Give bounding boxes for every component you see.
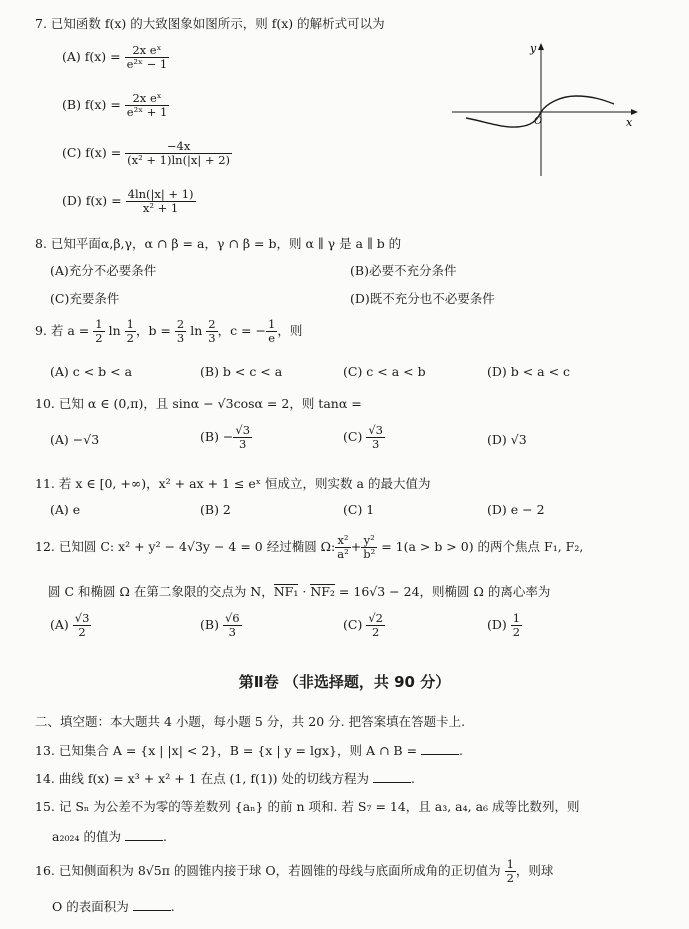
q7-d-numerator: 4ln(|x| + 1) xyxy=(127,187,194,201)
question-12-line-2: 圆 C 和椭圆 Ω 在第二象限的交点为 N，NF₁ · NF₂ = 16√3 − 24，则椭圆 Ω 的离心率为 xyxy=(48,584,551,599)
q9-option-b: (B) b < c < a xyxy=(200,364,283,379)
q7-c-numerator: −4x xyxy=(125,140,232,154)
answer-blank-16[interactable] xyxy=(133,898,171,911)
question-12-stem: 12. 已知圆 C: x² + y² − 4√3y − 4 = 0 经过椭圆 Ω: $\frac{\text{x²}}{\text{a²}}$ + $\frac{\text{y²}}{\text{b²}}$ = 1(a > b > 0) 的两个焦点 F₁, F₂, xyxy=(35,533,584,562)
q10-option-b: (B) − $\frac{√3}{3}$ xyxy=(200,423,251,452)
function-graph xyxy=(448,40,643,180)
question-15-line-2: a₂₀₂₄ 的值为 . xyxy=(52,829,167,844)
q7-option-d: (D) f(x) = $\frac{4\ln(|x| + 1)}{\text{x² + 1}}$ xyxy=(62,187,194,216)
question-16: 16. 已知侧面积为 8√5π 的圆锥内接于球 O，若圆锥的母线与底面所成角的正切值为 $\frac{1}{2}$ ，则球 xyxy=(35,857,554,886)
q7-b-denominator: e²ˣ + 1 xyxy=(126,105,168,120)
q7-c-denominator: (x² + 1)ln(|x| + 2) xyxy=(127,153,231,168)
fill-section-heading: 二、填空题：本大题共 4 小题，每小题 5 分，共 20 分. 把答案填在答题卡上. xyxy=(35,714,466,729)
y-axis-arrow-icon xyxy=(538,43,544,50)
question-16-line-2: O 的表面积为 . xyxy=(52,899,175,914)
q12-option-d: (D) $\frac{1}{2}$ xyxy=(487,611,521,640)
q10-option-a: (A) −√3 xyxy=(50,432,100,447)
q10-option-d: (D) √3 xyxy=(487,432,527,447)
x-axis-label: x xyxy=(626,116,633,129)
question-7-stem: 7. 已知函数 f(x) 的大致图象如图所示，则 f(x) 的解析式可以为 xyxy=(35,16,385,31)
section-title: 第Ⅱ卷 （非选择题，共 90 分） xyxy=(238,673,451,691)
q7-b-numerator: 2x eˣ xyxy=(125,92,170,106)
question-11-stem: 11. 若 x ∈ [0, +∞)，x² + ax + 1 ≤ eˣ 恒成立，则实数 a 的最大值为 xyxy=(35,476,431,491)
q8-option-a: (A)充分不必要条件 xyxy=(50,263,157,278)
q9-option-d: (D) b < a < c xyxy=(487,364,571,379)
q7-option-c: (C) f(x) = $\frac{-4x}{\text{(x² + 1)ln(|x| + 2)}}$ xyxy=(62,139,231,168)
q7-option-a: (A) f(x) = $\frac{\text{2x eˣ}}{\text{e²ˣ − 1}}$ xyxy=(62,43,168,72)
q11-option-d: (D) e − 2 xyxy=(487,502,545,517)
q7-a-denominator: e²ˣ − 1 xyxy=(126,57,168,72)
origin-label: O xyxy=(534,116,543,127)
q12-option-c: (C) $\frac{√2}{2}$ xyxy=(343,611,383,640)
q12-option-a: (A) $\frac{√3}{2}$ xyxy=(50,611,90,640)
q8-option-c: (C)充要条件 xyxy=(50,291,120,306)
x-axis-arrow-icon xyxy=(631,109,638,115)
q7-option-b: (B) f(x) = $\frac{\text{2x eˣ}}{\text{e²ˣ + 1}}$ xyxy=(62,91,168,120)
question-9-stem: 9. 若 a = $\frac{1}{2}$ ln $\frac{1}{2}$ ，b = $\frac{2}{3}$ ln $\frac{2}{3}$ ，c = − $\frac{1}{e}$ ，则 xyxy=(35,317,303,346)
q11-option-c: (C) 1 xyxy=(343,502,375,517)
question-8-stem: 8. 已知平面α,β,γ，α ∩ β = a，γ ∩ β = b，则 α ∥ γ 是 a ∥ b 的 xyxy=(35,236,402,251)
q7-a-numerator: 2x eˣ xyxy=(125,44,170,58)
answer-blank-15[interactable] xyxy=(125,828,163,841)
q11-option-b: (B) 2 xyxy=(200,502,231,517)
question-14: 14. 曲线 f(x) = x³ + x² + 1 在点 (1, f(1)) 处的切线方程为 . xyxy=(35,771,415,786)
q11-option-a: (A) e xyxy=(50,502,81,517)
question-13: 13. 已知集合 A = {x | |x| < 2}，B = {x | y = lgx}，则 A ∩ B = . xyxy=(35,743,464,758)
q12-option-b: (B) $\frac{√6}{3}$ xyxy=(200,611,240,640)
question-10-stem: 10. 已知 α ∈ (0,π)，且 sinα − √3cosα = 2，则 tanα = xyxy=(35,396,362,411)
q8-option-b: (B)必要不充分条件 xyxy=(350,263,457,278)
question-15: 15. 记 Sₙ 为公差不为零的等差数列 {aₙ} 的前 n 项和. 若 S₇ = 14，且 a₃, a₄, a₆ 成等比数列，则 xyxy=(35,799,580,814)
answer-blank-14[interactable] xyxy=(373,770,411,783)
y-axis-label: y xyxy=(530,42,537,55)
q10-option-c: (C) $\frac{√3}{3}$ xyxy=(343,423,383,452)
answer-blank-13[interactable] xyxy=(421,742,459,755)
q7-d-denominator: x² + 1 xyxy=(142,201,179,216)
q9-option-c: (C) c < a < b xyxy=(343,364,426,379)
q8-option-d: (D)既不充分也不必要条件 xyxy=(350,291,495,306)
q9-option-a: (A) c < b < a xyxy=(50,364,133,379)
